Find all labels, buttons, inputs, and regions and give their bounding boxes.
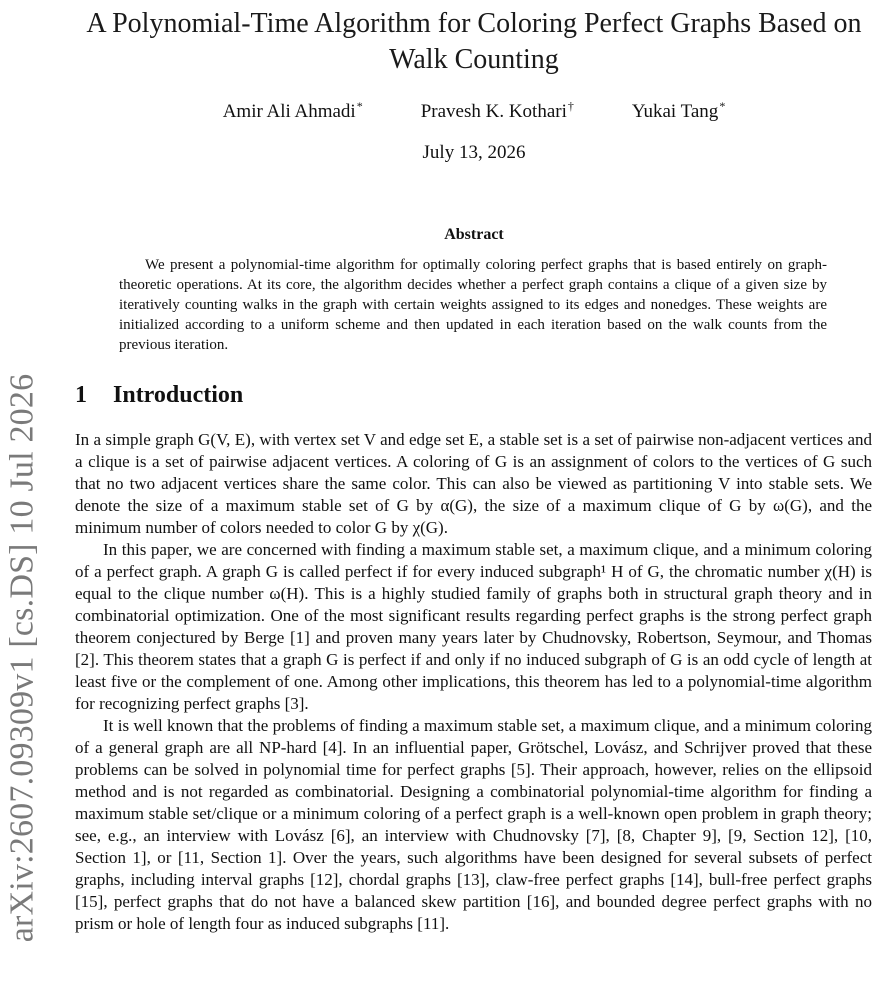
author [632,99,725,123]
section-number: 1 [75,382,87,408]
author [421,99,574,123]
author-affiliation-mark: * [356,99,363,113]
author-affiliation-mark: * [719,99,726,113]
arxiv-stamp [0,373,44,943]
abstract-heading: Abstract [444,226,504,243]
abstract-text: We present a polynomial-time algorithm for optimally coloring perfect graphs that is based entirely on graph-theoretic operations. At its core, the algorithm decides whether a perfect graph contains a clique of a given size by iteratively counting walks in the graph with certain weights assigned to its edges and nonedges. These weights are initialized according to a uniform scheme and then updated in each iteration based on the walk counts from the previous iteration. [119,257,827,353]
author [223,99,363,123]
author-name: Pravesh K. Kothari [420,101,567,122]
author-list [76,99,872,123]
paragraph: It is well known that the problems of finding a maximum stable set, a maximum clique, and a minimum coloring of a general graph are all NP-hard [4]. In an influential paper, Grötschel, Lovász, and Schrijver proved that these problems can be solved in polynomial time for perfect graphs [5]. Their approach, however, relies on the ellipsoid method and is not regarded as combinatorial. Designing a combinatorial polynomial-time algorithm for finding a maximum stable set/clique or a minimum coloring of a perfect graph is a well-known open problem in graph theory; see, e.g., an interview with Lovász [6], an interview with Chudnovsky [7], [8, Chapter 9], [9, Section 12], [10, Section 1], or [11, Section 1]. Over the years, such algorithms have been designed for several subsets of perfect graphs, including interval graphs [12], chordal graphs [13], claw-free perfect graphs [14], bull-free perfect graphs [15], perfect graphs that do not have a balanced skew partition [16], and bounded degree perfect graphs with no prism or hole of length four as induced subgraphs [11]. [75,716,872,933]
paragraph: In a simple graph G(V, E), with vertex set V and edge set E, a stable set is a set of pairwise non-adjacent vertices and a clique is a set of pairwise adjacent vertices. A coloring of G is an assignment of colors to the vertices of G such that no two adjacent vertices share the same color. This can also be viewed as partitioning V into stable sets. We denote the size of a maximum stable set of G by α(G), the size of a maximum clique of G by ω(G), and the minimum number of colors needed to color G by χ(G). [75,430,872,537]
section-body [75,429,872,935]
author-affiliation-mark: † [567,99,574,113]
author-name: Amir Ali Ahmadi [222,101,356,122]
section-heading [75,382,243,409]
author-name: Yukai Tang [631,101,719,122]
paper-title: A Polynomial-Time Algorithm for Coloring Perfect Graphs Based on Walk Counting [86,8,862,75]
paragraph: In this paper, we are concerned with finding a maximum stable set, a maximum clique, and a minimum coloring of a perfect graph. A graph G is called perfect if for every induced subgraph¹ H of G, the chromatic number χ(H) is equal to the clique number ω(H). This is a highly studied family of graphs both in structural graph theory and in combinatorial optimization. One of the most significant results regarding perfect graphs is the strong perfect graph theorem conjectured by Berge [1] and proven many years later by Chudnovsky, Robertson, Seymour, and Thomas [2]. This theorem states that a graph G is perfect if and only if no induced subgraph of G is an odd cycle of length at least five or the complement of one. Among other implications, this theorem has led to a polynomial-time algorithm for recognizing perfect graphs [3]. [75,540,872,713]
arxiv-stamp-text: arXiv:2607.09309v1 [cs.DS] 10 Jul 2026 [3,373,41,943]
paper-date: July 13, 2026 [422,142,526,163]
section-title: Introduction [113,382,244,408]
